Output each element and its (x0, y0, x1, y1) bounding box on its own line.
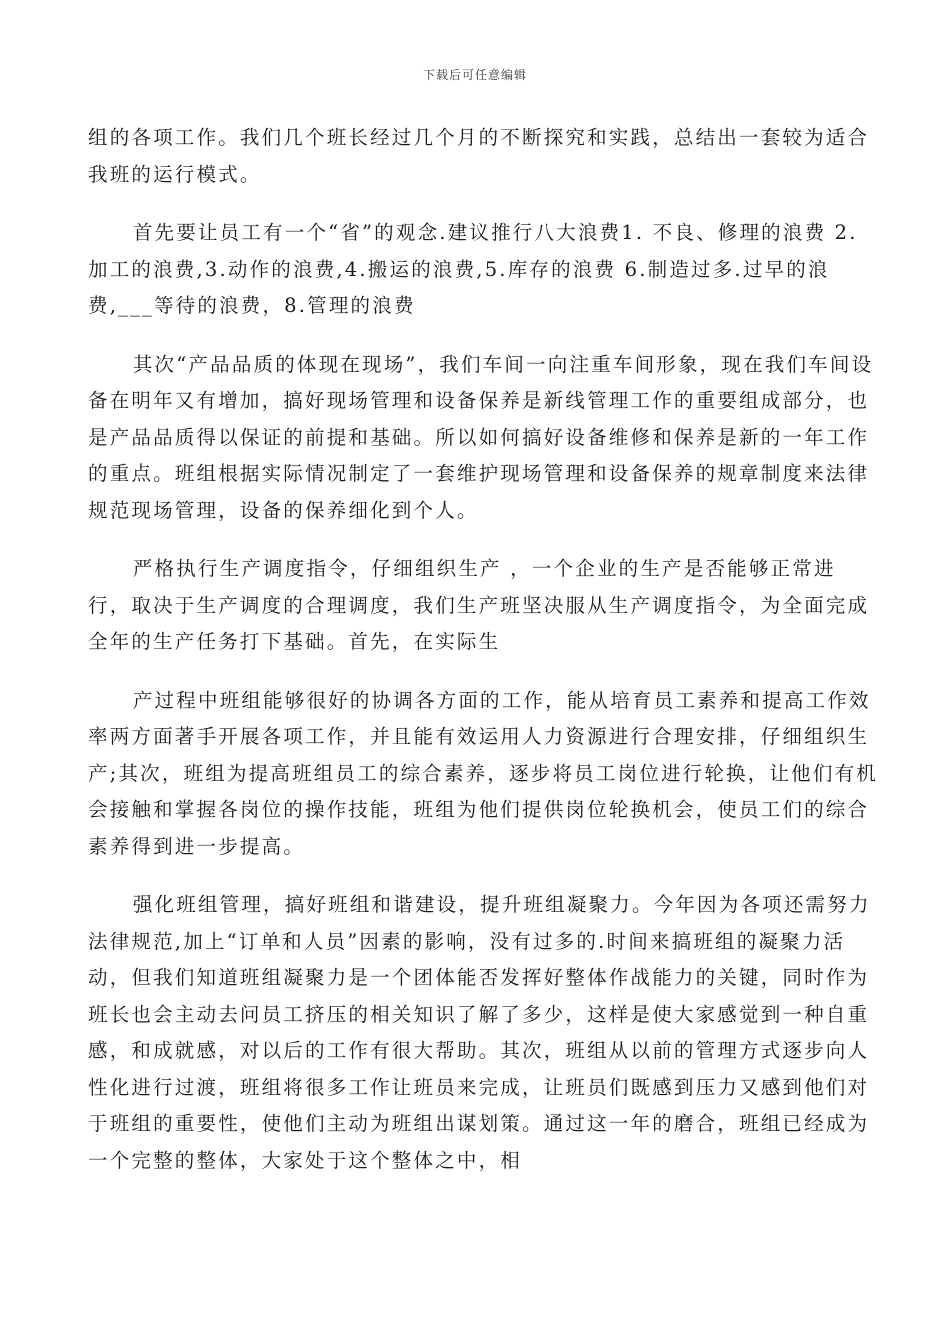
page-header: 下载后可任意编辑 (422, 68, 527, 82)
document-body (88, 120, 878, 1201)
paragraph-5: 产过程中班组能够很好的协调各方面的工作，能从培育员工素养和提高工作效率两方面著手开展各项工作，并且能有效运用人力资源进行合理安排，仔细组织生产;其次，班组为提高班组员工的综合素养，逐步将员工岗位进行轮换，让他们有机会接触和掌握各岗位的操作技能，班组为他们提供岗位轮换机会，使员工们的综合素养得到进一步提高。 (88, 688, 878, 858)
paragraph-2: 首先要让员工有一个“省”的观念.建议推行八大浪费1. 不良、修理的浪费 2.加工的浪费,3.动作的浪费,4.搬运的浪费,5.库存的浪费 6.制造过多.过早的浪费,___等待的浪费，8.管理的浪费 (88, 221, 858, 317)
paragraph-3: 其次“产品品质的体现在现场”，我们车间一向注重车间形象，现在我们车间设备在明年又有增加，搞好现场管理和设备保养是新线管理工作的重要组成部分，也是产品品质得以保证的前提和基础。所以如何搞好设备维修和保养是新的一年工作的重点。班组根据实际情况制定了一套维护现场管理和设备保养的规章制度来法律规范现场管理，设备的保养细化到个人。 (88, 352, 874, 522)
paragraph-1: 组的各项工作。我们几个班长经过几个月的不断探究和实践，总结出一套较为适合我班的运行模式。 (88, 126, 870, 186)
paragraph-4: 严格执行生产调度指令，仔细组织生产 ，一个企业的生产是否能够正常进行，取决于生产调度的合理调度，我们生产班坚决服从生产调度指令，为全面完成全年的生产任务打下基础。首先，在实际生 (88, 557, 870, 653)
paragraph-6: 强化班组管理，搞好班组和谐建设，提升班组凝聚力。今年因为各项还需努力法律规范,加上“订单和人员”因素的影响，没有过多的.时间来搞班组的凝聚力活动，但我们知道班组凝聚力是一个团体能否发挥好整体作战能力的关键，同时作为班长也会主动去问员工挤压的相关知识了解了多少，这样是使大家感觉到一种自重感，和成就感，对以后的工作有很大帮助。其次，班组从以前的管理方式逐步向人性化进行过渡，班组将很多工作让班员来完成，让班员们既感到压力又感到他们对于班组的重要性，使他们主动为班组出谋划策。通过这一年的磨合，班组已经成为一个完整的整体，大家处于这个整体之中，相 (88, 893, 871, 1172)
